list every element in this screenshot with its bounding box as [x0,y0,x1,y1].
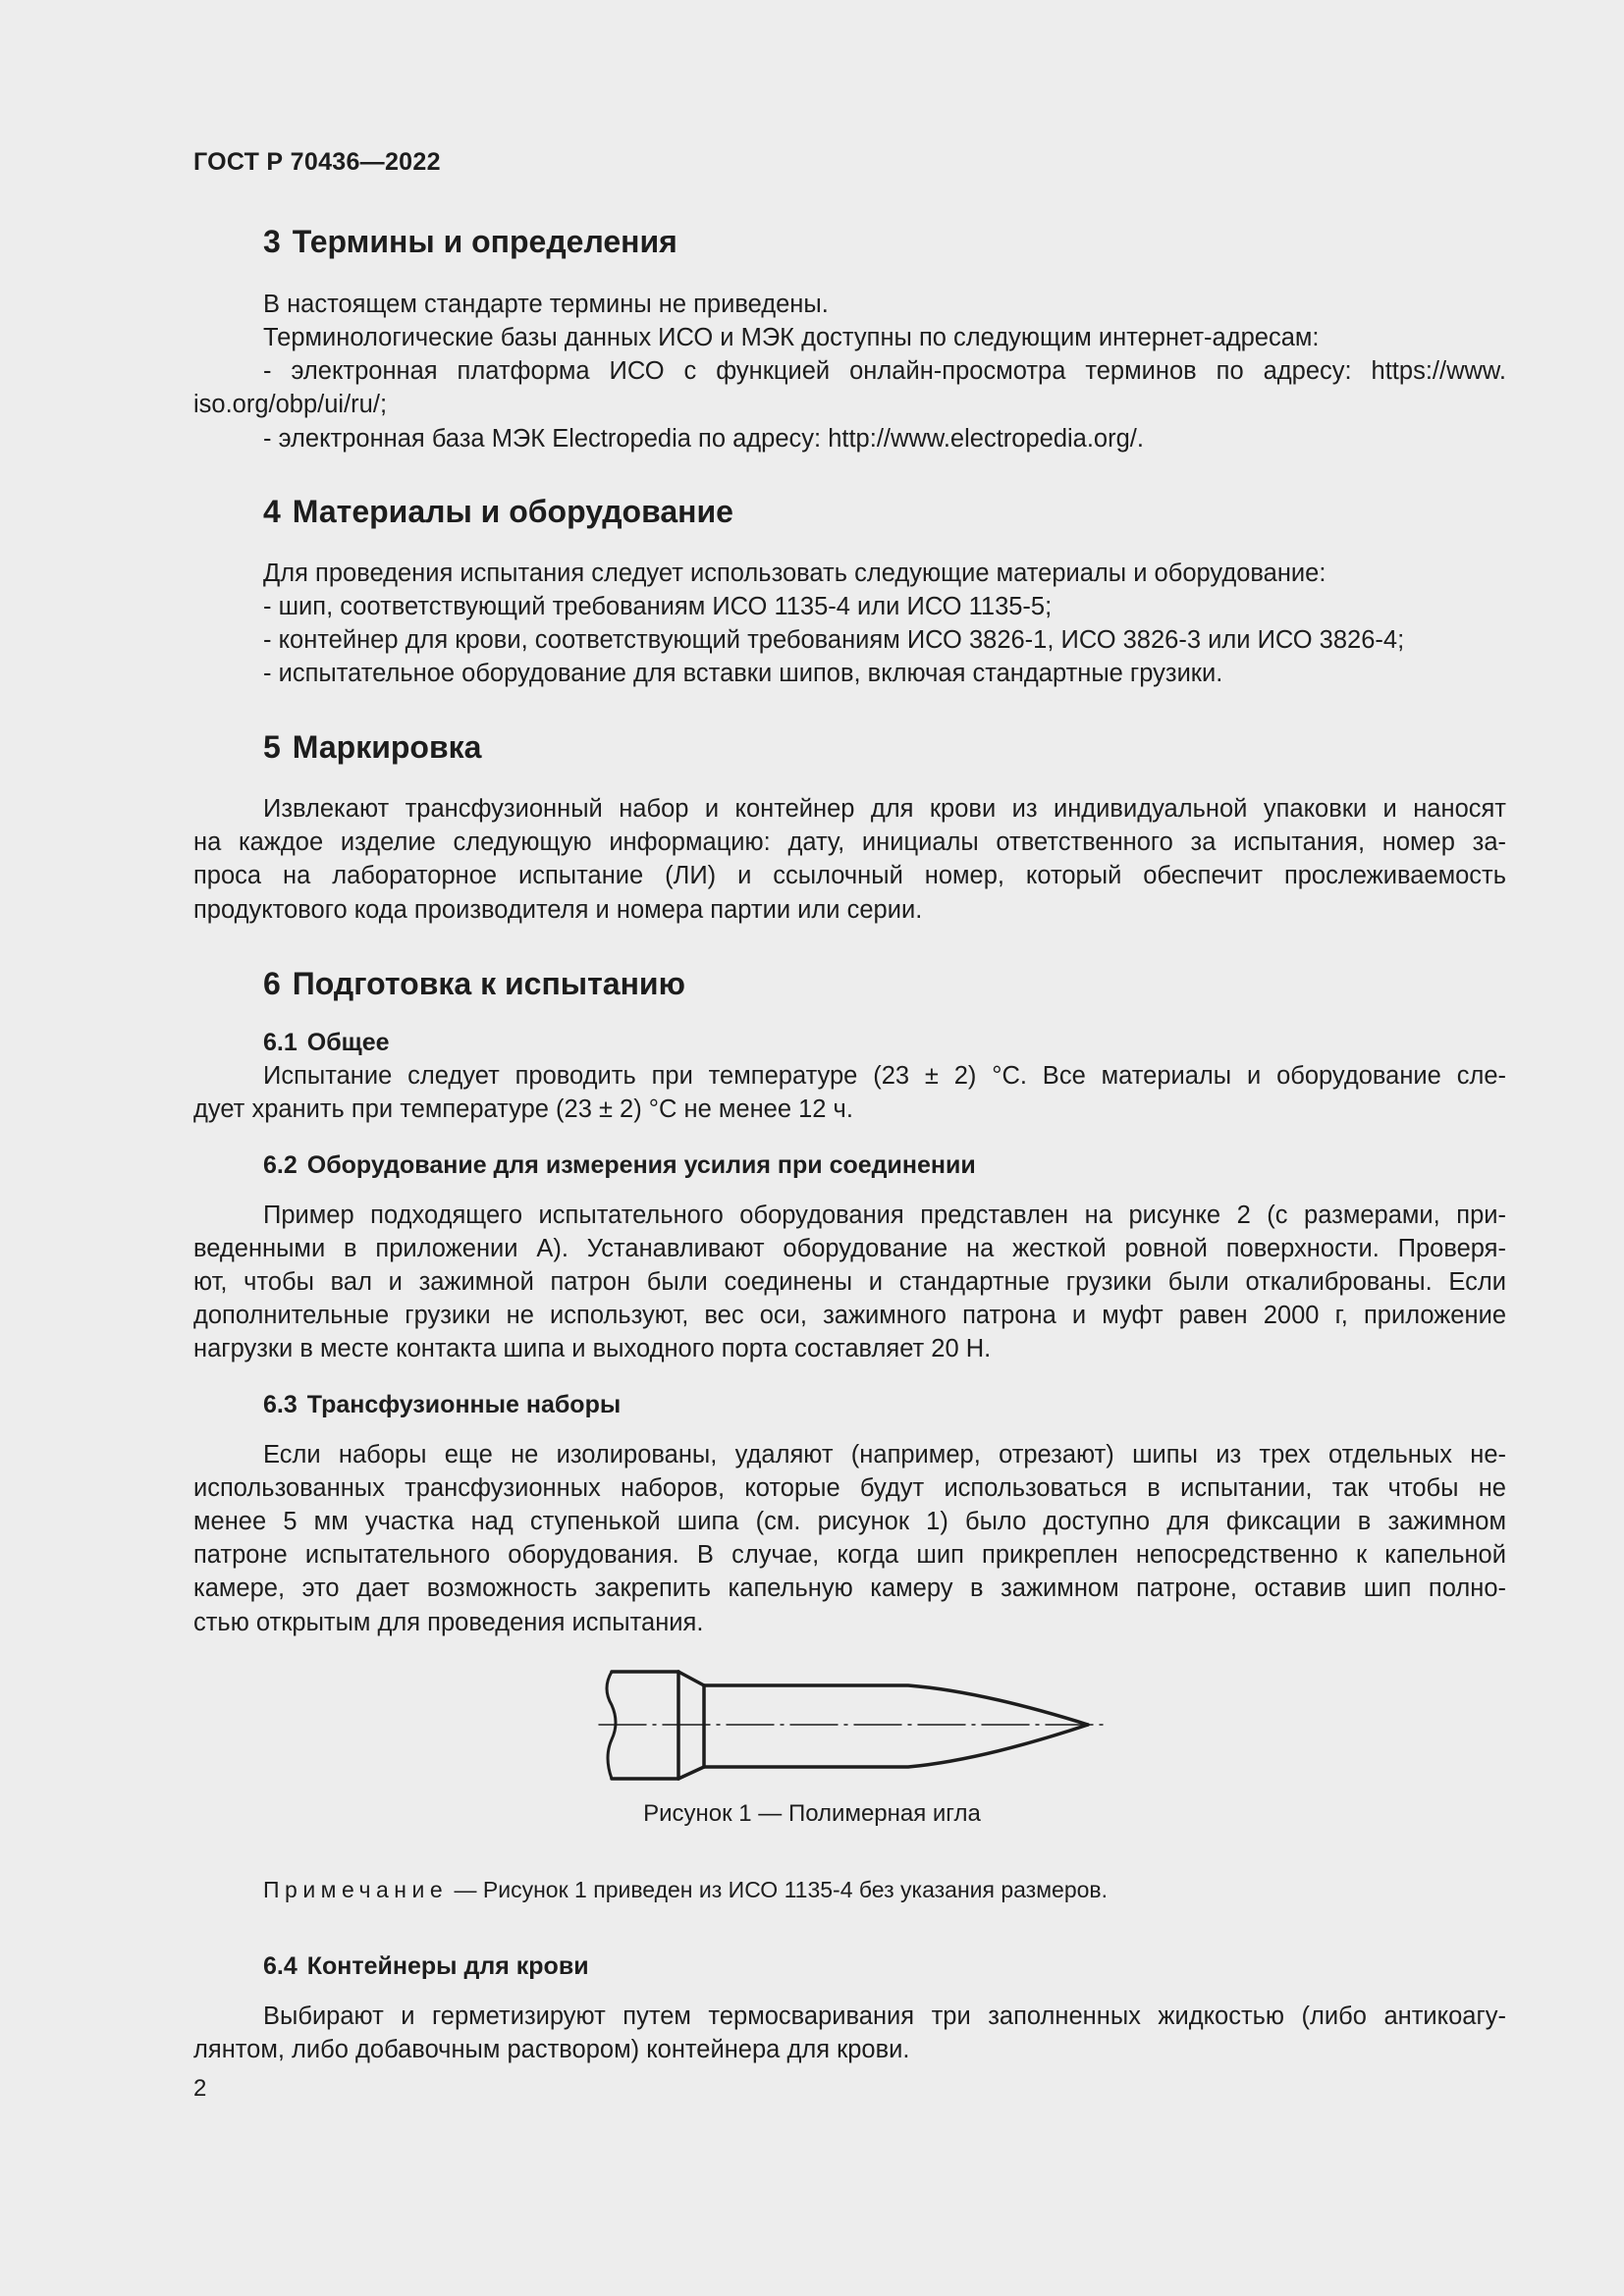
paragraph-line: продуктового кода производителя и номера партии или серии. [193,896,923,924]
list-item-line: - контейнер для крови, соответствующий требованиям ИСО 3826-1, ИСО 3826-3 или ИСО 3826-4; [263,626,1405,654]
paragraph-line: Выбирают и герметизируют путем термосваривания три заполненных жидкостью (либо антикоагу- [263,2002,1506,2030]
section-number: 6 [263,966,281,1001]
subsection-number: 6.3 [263,1391,298,1418]
subsection-number: 6.4 [263,1952,298,1980]
spike-drawing [589,1664,1110,1787]
paragraph-line: патроне испытательного оборудования. В случае, когда шип прикреплен непосредственно к капельной [193,1541,1506,1569]
list-item-line: - испытательное оборудование для вставки шипов, включая стандартные грузики. [263,660,1223,687]
paragraph-line: лянтом, либо добавочным раствором) контейнера для крови. [193,2036,910,2063]
paragraph-line: ют, чтобы вал и зажимной патрон были соединены и стандартные грузики были откалиброваны. Если [193,1268,1506,1296]
paragraph-line: Если наборы еще не изолированы, удаляют (например, отрезают) шипы из трех отдельных не- [263,1441,1506,1468]
paragraph-line: В настоящем стандарте термины не приведены. [263,291,829,318]
section-6-heading [263,966,685,1002]
paragraph-line: дополнительные грузики не используют, вес оси, зажимного патрона и муфт равен 2000 г, приложение [193,1302,1506,1329]
document-header: ГОСТ Р 70436—2022 [193,148,441,176]
subsection-title: Оборудование для измерения усилия при соединении [306,1151,976,1179]
list-item-line: - шип, соответствующий требованиям ИСО 1135-4 или ИСО 1135-5; [263,593,1053,620]
figure-note [263,1877,1108,1903]
subsection-title: Общее [306,1029,390,1056]
paragraph-line: использованных трансфузионных наборов, которые будут использоваться в испытании, так чтобы не [193,1474,1506,1502]
section-title: Материалы и оборудование [292,494,733,529]
subsection-6-4-heading [263,1952,589,1981]
subsection-number: 6.2 [263,1151,298,1179]
note-text: — Рисунок 1 приведен из ИСО 1135-4 без указания размеров. [448,1877,1109,1902]
section-5-heading [263,729,481,766]
paragraph-line: Терминологические базы данных ИСО и МЭК доступны по следующим интернет-адресам: [263,324,1320,351]
subsection-6-1-heading [263,1029,390,1057]
paragraph-line: стью открытым для проведения испытания. [193,1609,704,1636]
subsection-6-3-heading [263,1391,621,1419]
paragraph-line: Пример подходящего испытательного оборудования представлен на рисунке 2 (с размерами, при- [263,1201,1506,1229]
section-number: 5 [263,729,281,765]
subsection-title: Трансфузионные наборы [306,1391,622,1418]
paragraph-line: нагрузки в месте контакта шипа и выходного порта составляет 20 Н. [193,1335,992,1362]
section-number: 3 [263,224,281,259]
section-3-heading [263,224,677,260]
section-title: Термины и определения [292,224,677,259]
paragraph-line: проса на лабораторное испытание (ЛИ) и ссылочный номер, который обеспечит прослеживаемость [193,862,1506,889]
section-title: Маркировка [292,729,482,765]
note-label: Примечание [263,1877,449,1902]
list-item-line: - электронная база МЭК Electropedia по адресу: http://www.electropedia.org/. [263,425,1144,453]
subsection-number: 6.1 [263,1029,298,1056]
figure-caption: Рисунок 1 — Полимерная игла [643,1800,981,1827]
subsection-title: Контейнеры для крови [306,1952,589,1980]
section-4-heading [263,494,733,530]
paragraph-line: Для проведения испытания следует использовать следующие материалы и оборудование: [263,560,1326,587]
paragraph-line: на каждое изделие следующую информацию: дату, инициалы ответственного за испытания, номер за- [193,828,1506,856]
paragraph-line: Испытание следует проводить при температуре (23 ± 2) °С. Все материалы и оборудование сле- [263,1062,1506,1090]
list-item-line: - электронная платформа ИСО с функцией онлайн-просмотра терминов по адресу: https://www. [263,357,1506,385]
paragraph-line: менее 5 мм участка над ступенькой шипа (см. рисунок 1) было доступно для фиксации в зажимном [193,1508,1506,1535]
section-number: 4 [263,494,281,529]
subsection-6-2-heading [263,1151,976,1180]
paragraph-line: камере, это дает возможность закрепить капельную камеру в зажимном патроне, оставив шип полно- [193,1575,1506,1602]
section-title: Подготовка к испытанию [292,966,685,1001]
paragraph-line: дует хранить при температуре (23 ± 2) °С не менее 12 ч. [193,1095,853,1123]
page-number: 2 [193,2075,207,2102]
list-item-line: iso.org/obp/ui/ru/; [193,391,388,418]
paragraph-line: Извлекают трансфузионный набор и контейнер для крови из индивидуальной упаковки и наносят [263,795,1506,823]
paragraph-line: веденными в приложении А). Устанавливают оборудование на жесткой ровной поверхности. Проверя- [193,1235,1506,1262]
